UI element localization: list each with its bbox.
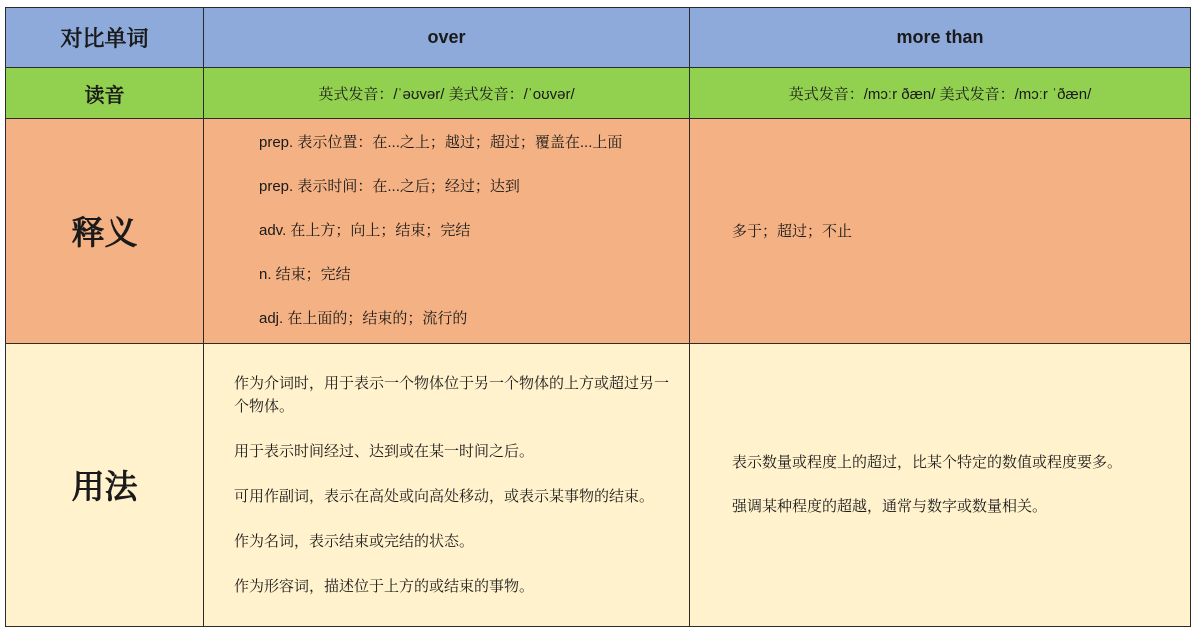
usage-paragraph: 表示数量或程度上的超过，比某个特定的数值或程度要多。 xyxy=(732,454,1123,472)
meaning-item: n. 结束；完结 xyxy=(259,265,351,283)
over-meaning-list xyxy=(204,121,689,341)
word-more-than-heading: more than xyxy=(690,8,1191,68)
pronunciation-row xyxy=(6,68,1191,119)
usage-paragraph: 可用作副词，表示在高处或向高处移动，或表示某事物的结束。 xyxy=(234,487,655,505)
meaning-item: prep. 表示时间：在...之后；经过；达到 xyxy=(259,177,520,195)
comparison-table xyxy=(5,7,1191,627)
usage-row xyxy=(6,343,1191,626)
usage-paragraph: 作为介词时，用于表示一个物体位于另一个物体的上方或超过另一个物体。 xyxy=(234,374,670,415)
header-label-cell: 对比单词 xyxy=(6,8,204,68)
over-pronunciation: 英式发音：/ˈəʊvər/ 美式发音：/ˈoʊvər/ xyxy=(204,68,690,119)
usage-paragraph: 强调某种程度的超越，通常与数字或数量相关。 xyxy=(732,498,1048,516)
meaning-row xyxy=(6,119,1191,343)
word-over-heading: over xyxy=(204,8,690,68)
meaning-item: prep. 表示位置：在...之上；越过；超过；覆盖在...上面 xyxy=(259,133,623,151)
more-than-pronunciation: 英式发音：/mɔːr ðæn/ 美式发音：/mɔːr ˈðæn/ xyxy=(690,68,1191,119)
usage-paragraph: 作为名词，表示结束或完结的状态。 xyxy=(234,532,475,550)
usage-paragraph: 用于表示时间经过、达到或在某一时间之后。 xyxy=(234,442,535,460)
pronunciation-label-cell: 读音 xyxy=(6,68,204,119)
more-than-usage-block xyxy=(690,451,1190,518)
usage-paragraph: 作为形容词，描述位于上方的或结束的事物。 xyxy=(234,577,535,595)
meaning-label-cell: 释义 xyxy=(6,119,204,343)
usage-label-cell: 用法 xyxy=(6,343,204,626)
over-meaning-cell xyxy=(204,119,690,343)
meaning-item: adv. 在上方；向上；结束；完结 xyxy=(259,221,471,239)
more-than-usage-cell xyxy=(690,343,1191,626)
more-than-meaning-cell xyxy=(690,119,1191,343)
over-usage-cell xyxy=(204,343,690,626)
header-row xyxy=(6,8,1191,68)
more-than-meaning-text: 多于；超过；不止 xyxy=(732,223,853,241)
meaning-item: adj. 在上面的；结束的；流行的 xyxy=(259,309,468,327)
over-usage-block xyxy=(204,372,689,598)
